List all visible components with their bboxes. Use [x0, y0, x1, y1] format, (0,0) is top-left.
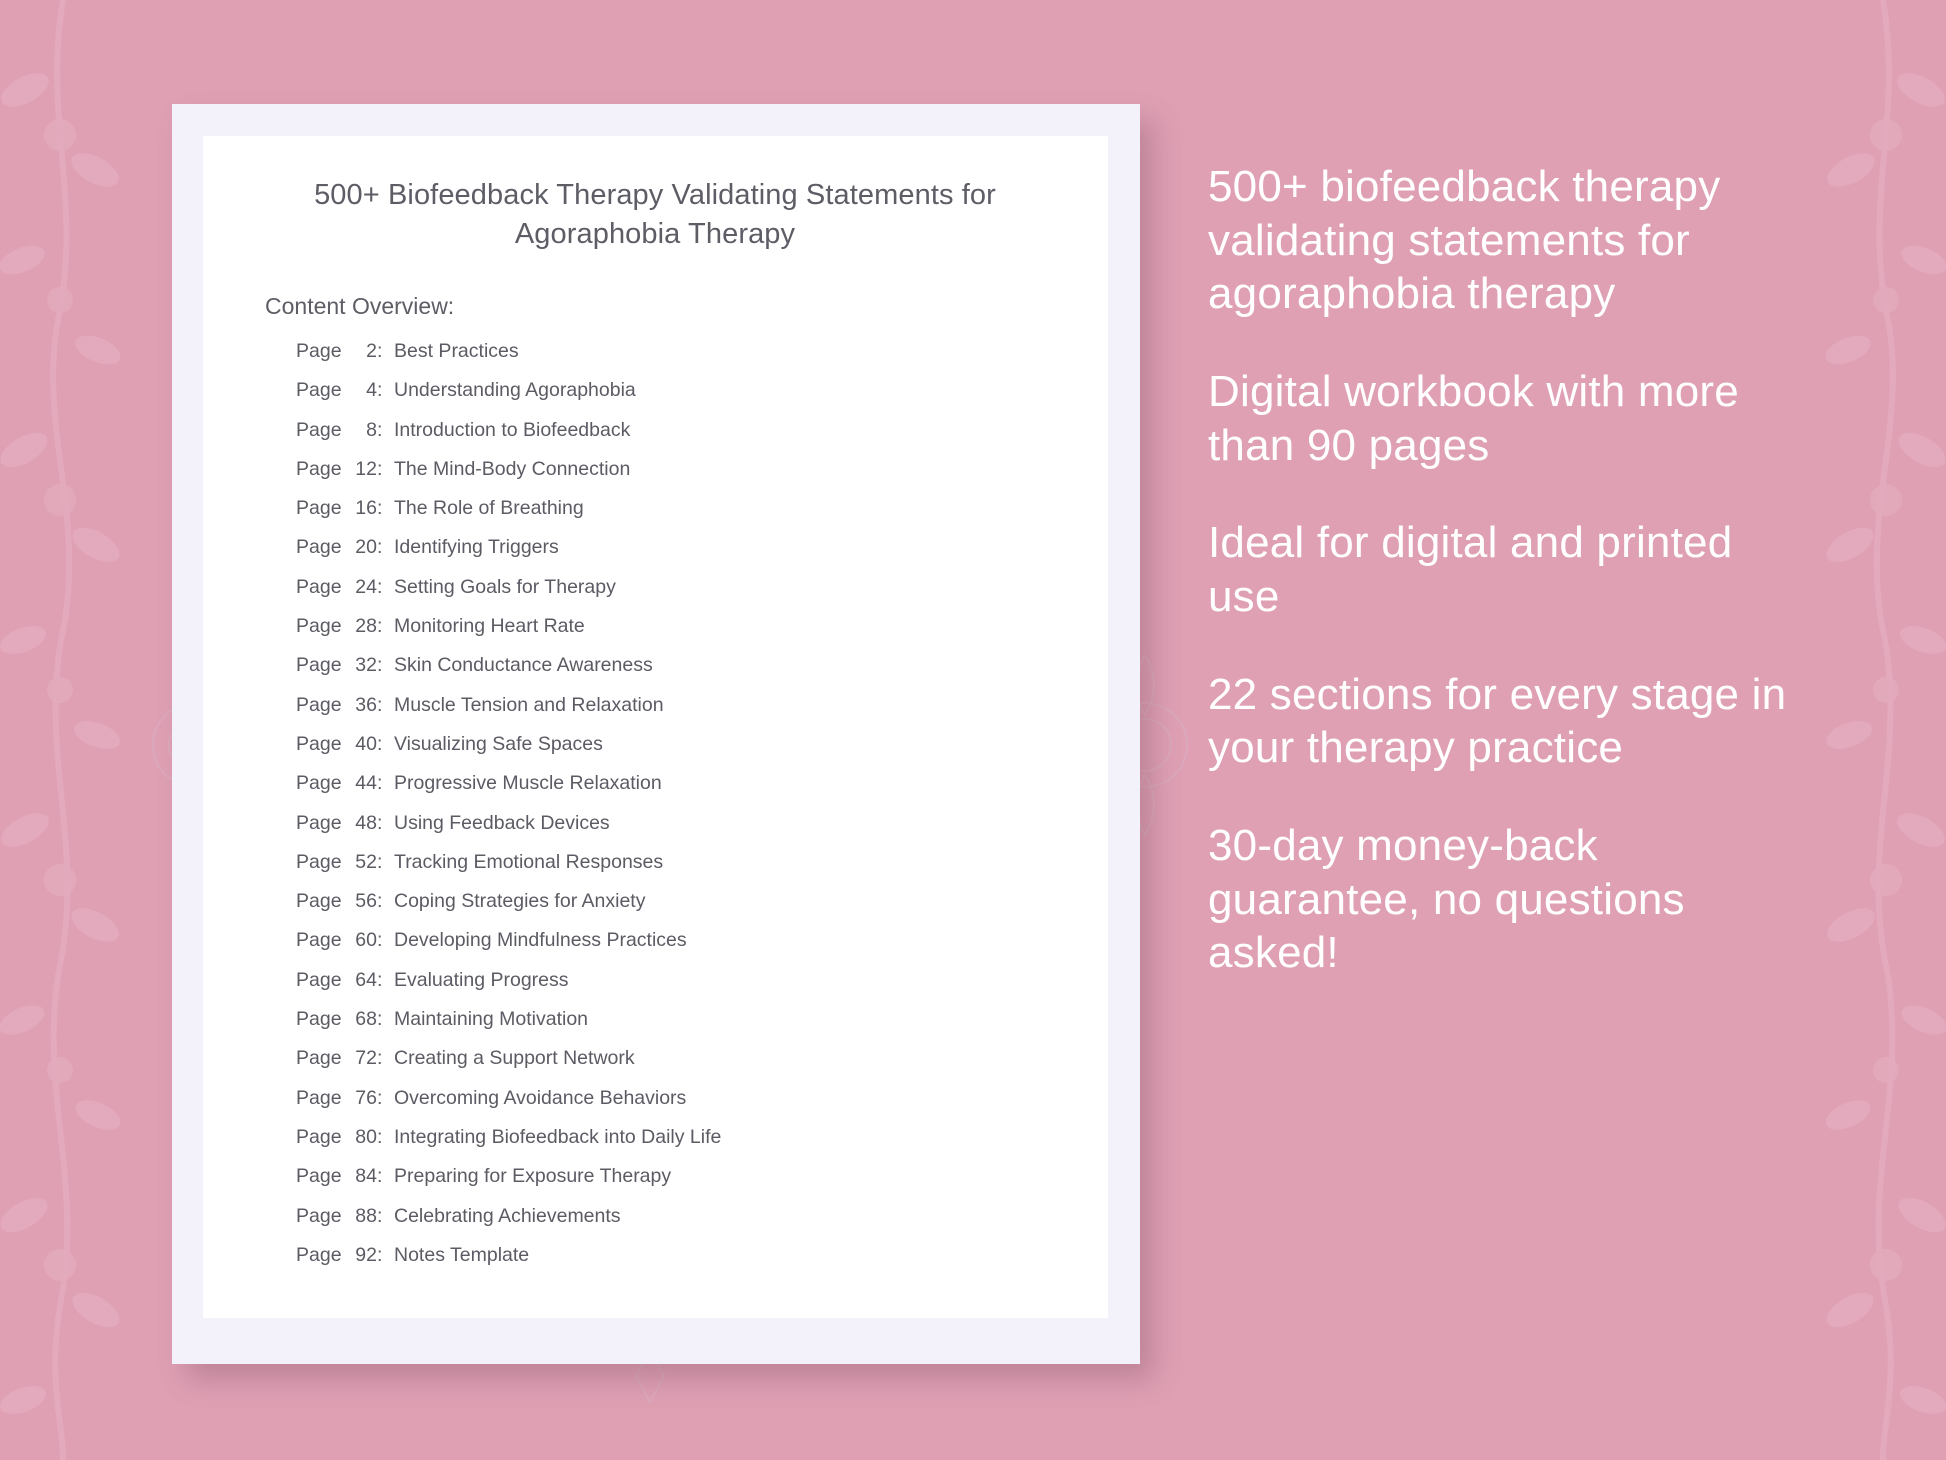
- toc-entry-title: Progressive Muscle Relaxation: [394, 772, 662, 795]
- toc-entry-page: Page 60:: [296, 929, 383, 952]
- toc-entry: [296, 458, 1036, 497]
- toc-entry-title: Setting Goals for Therapy: [394, 575, 616, 598]
- toc-entry-page: Page 84:: [296, 1165, 383, 1188]
- toc-entry-title: Introduction to Biofeedback: [394, 418, 631, 441]
- toc-entry-page: Page 8:: [296, 418, 383, 441]
- toc-entry: [296, 497, 1036, 536]
- toc-entry-title: Understanding Agoraphobia: [394, 379, 636, 402]
- toc-entry-title: Preparing for Exposure Therapy: [394, 1165, 672, 1188]
- toc-entry-title: Overcoming Avoidance Behaviors: [394, 1086, 687, 1109]
- toc-entry: [296, 890, 1036, 929]
- toc-entry-page: Page 12:: [296, 457, 383, 480]
- toc-entry: [296, 1008, 1036, 1047]
- toc-entry-page: Page 16:: [296, 497, 383, 520]
- toc-entry-title: Using Feedback Devices: [394, 811, 610, 834]
- toc-entry-page: Page 2:: [296, 340, 383, 362]
- toc-entry-page: Page 48:: [296, 811, 383, 834]
- toc-entry-title: Visualizing Safe Spaces: [394, 732, 603, 755]
- promo-block: 500+ biofeedback therapy validating statements for agoraphobia therapy: [1208, 162, 1721, 319]
- toc-entry-page: Page 76:: [296, 1086, 383, 1109]
- toc-entry-page: Page 4:: [296, 379, 383, 402]
- toc-entry-title: Maintaining Motivation: [394, 1008, 589, 1031]
- toc-entry-title: Skin Conductance Awareness: [394, 654, 653, 677]
- toc-entry-title: Identifying Triggers: [394, 536, 559, 559]
- toc-entry-title: Monitoring Heart Rate: [394, 615, 585, 638]
- toc-entry-title: Integrating Biofeedback into Daily Life: [394, 1125, 722, 1148]
- page-title: 500+ Biofeedback Therapy Validating Statements for Agoraphobia Therapy: [314, 179, 996, 250]
- promo-block: Ideal for digital and printed use: [1208, 518, 1733, 622]
- toc-entry: [296, 812, 1036, 851]
- toc-entry: [296, 419, 1036, 458]
- toc-entry: [296, 1165, 1036, 1204]
- toc-entry-page: Page 40:: [296, 732, 383, 755]
- toc-entry-title: Muscle Tension and Relaxation: [394, 693, 664, 716]
- toc-entry: [296, 851, 1036, 890]
- toc-entry-page: Page 32:: [296, 654, 383, 677]
- toc-entry-page: Page 52:: [296, 850, 383, 873]
- toc-entry-title: Tracking Emotional Responses: [394, 850, 664, 873]
- toc-entry: [296, 694, 1036, 733]
- toc-entry-title: The Role of Breathing: [394, 497, 584, 520]
- toc-entry: [296, 772, 1036, 811]
- toc-entry-page: Page 72:: [296, 1047, 383, 1070]
- toc-entry: [296, 615, 1036, 654]
- toc-entry: [296, 379, 1036, 418]
- toc-entry: [296, 654, 1036, 693]
- toc-entry: [296, 536, 1036, 575]
- toc-entry-page: Page 36:: [296, 693, 383, 716]
- toc-entry-page: Page 80:: [296, 1125, 383, 1148]
- toc-entry-page: Page 56:: [296, 890, 383, 913]
- toc-entry-page: Page 44:: [296, 772, 383, 795]
- toc-entry-title: Coping Strategies for Anxiety: [394, 890, 646, 913]
- toc-entry: [296, 969, 1036, 1008]
- toc-entry-page: Page 28:: [296, 615, 383, 638]
- toc-entry: [296, 733, 1036, 772]
- toc-entry: [296, 576, 1036, 615]
- toc-entry-page: Page 64:: [296, 968, 383, 991]
- toc-entry: [296, 1047, 1036, 1086]
- content-overview-label: Content Overview:: [265, 293, 455, 319]
- toc-entry: [296, 1205, 1036, 1244]
- toc-entry-title: Celebrating Achievements: [394, 1204, 621, 1227]
- toc-entry-page: Page 88:: [296, 1204, 383, 1227]
- toc-entry-title: Evaluating Progress: [394, 968, 569, 991]
- toc-entry-title: Best Practices: [394, 340, 519, 362]
- table-of-contents: [296, 340, 1036, 1283]
- floral-vine-left-icon: [0, 0, 120, 1460]
- toc-entry-page: Page 24:: [296, 575, 383, 598]
- toc-entry-page: Page 92:: [296, 1243, 383, 1266]
- toc-entry-page: Page 68:: [296, 1008, 383, 1031]
- toc-entry-title: Notes Template: [394, 1243, 530, 1266]
- toc-entry: [296, 1087, 1036, 1126]
- toc-entry-title: Developing Mindfulness Practices: [394, 929, 687, 952]
- toc-entry: [296, 1126, 1036, 1165]
- promo-block: Digital workbook with more than 90 pages: [1208, 367, 1739, 470]
- promo-block: 30-day money-back guarantee, no questions asked!: [1208, 821, 1685, 978]
- toc-entry: [296, 929, 1036, 968]
- floral-vine-right-icon: [1826, 0, 1946, 1460]
- toc-entry-title: The Mind-Body Connection: [394, 457, 631, 480]
- toc-entry-title: Creating a Support Network: [394, 1047, 635, 1070]
- promo-block: 22 sections for every stage in your therapy practice: [1208, 669, 1787, 773]
- toc-entry: [296, 1244, 1036, 1283]
- toc-entry-page: Page 20:: [296, 536, 383, 559]
- promo-copy: [1208, 160, 1808, 980]
- toc-entry: [296, 340, 1036, 379]
